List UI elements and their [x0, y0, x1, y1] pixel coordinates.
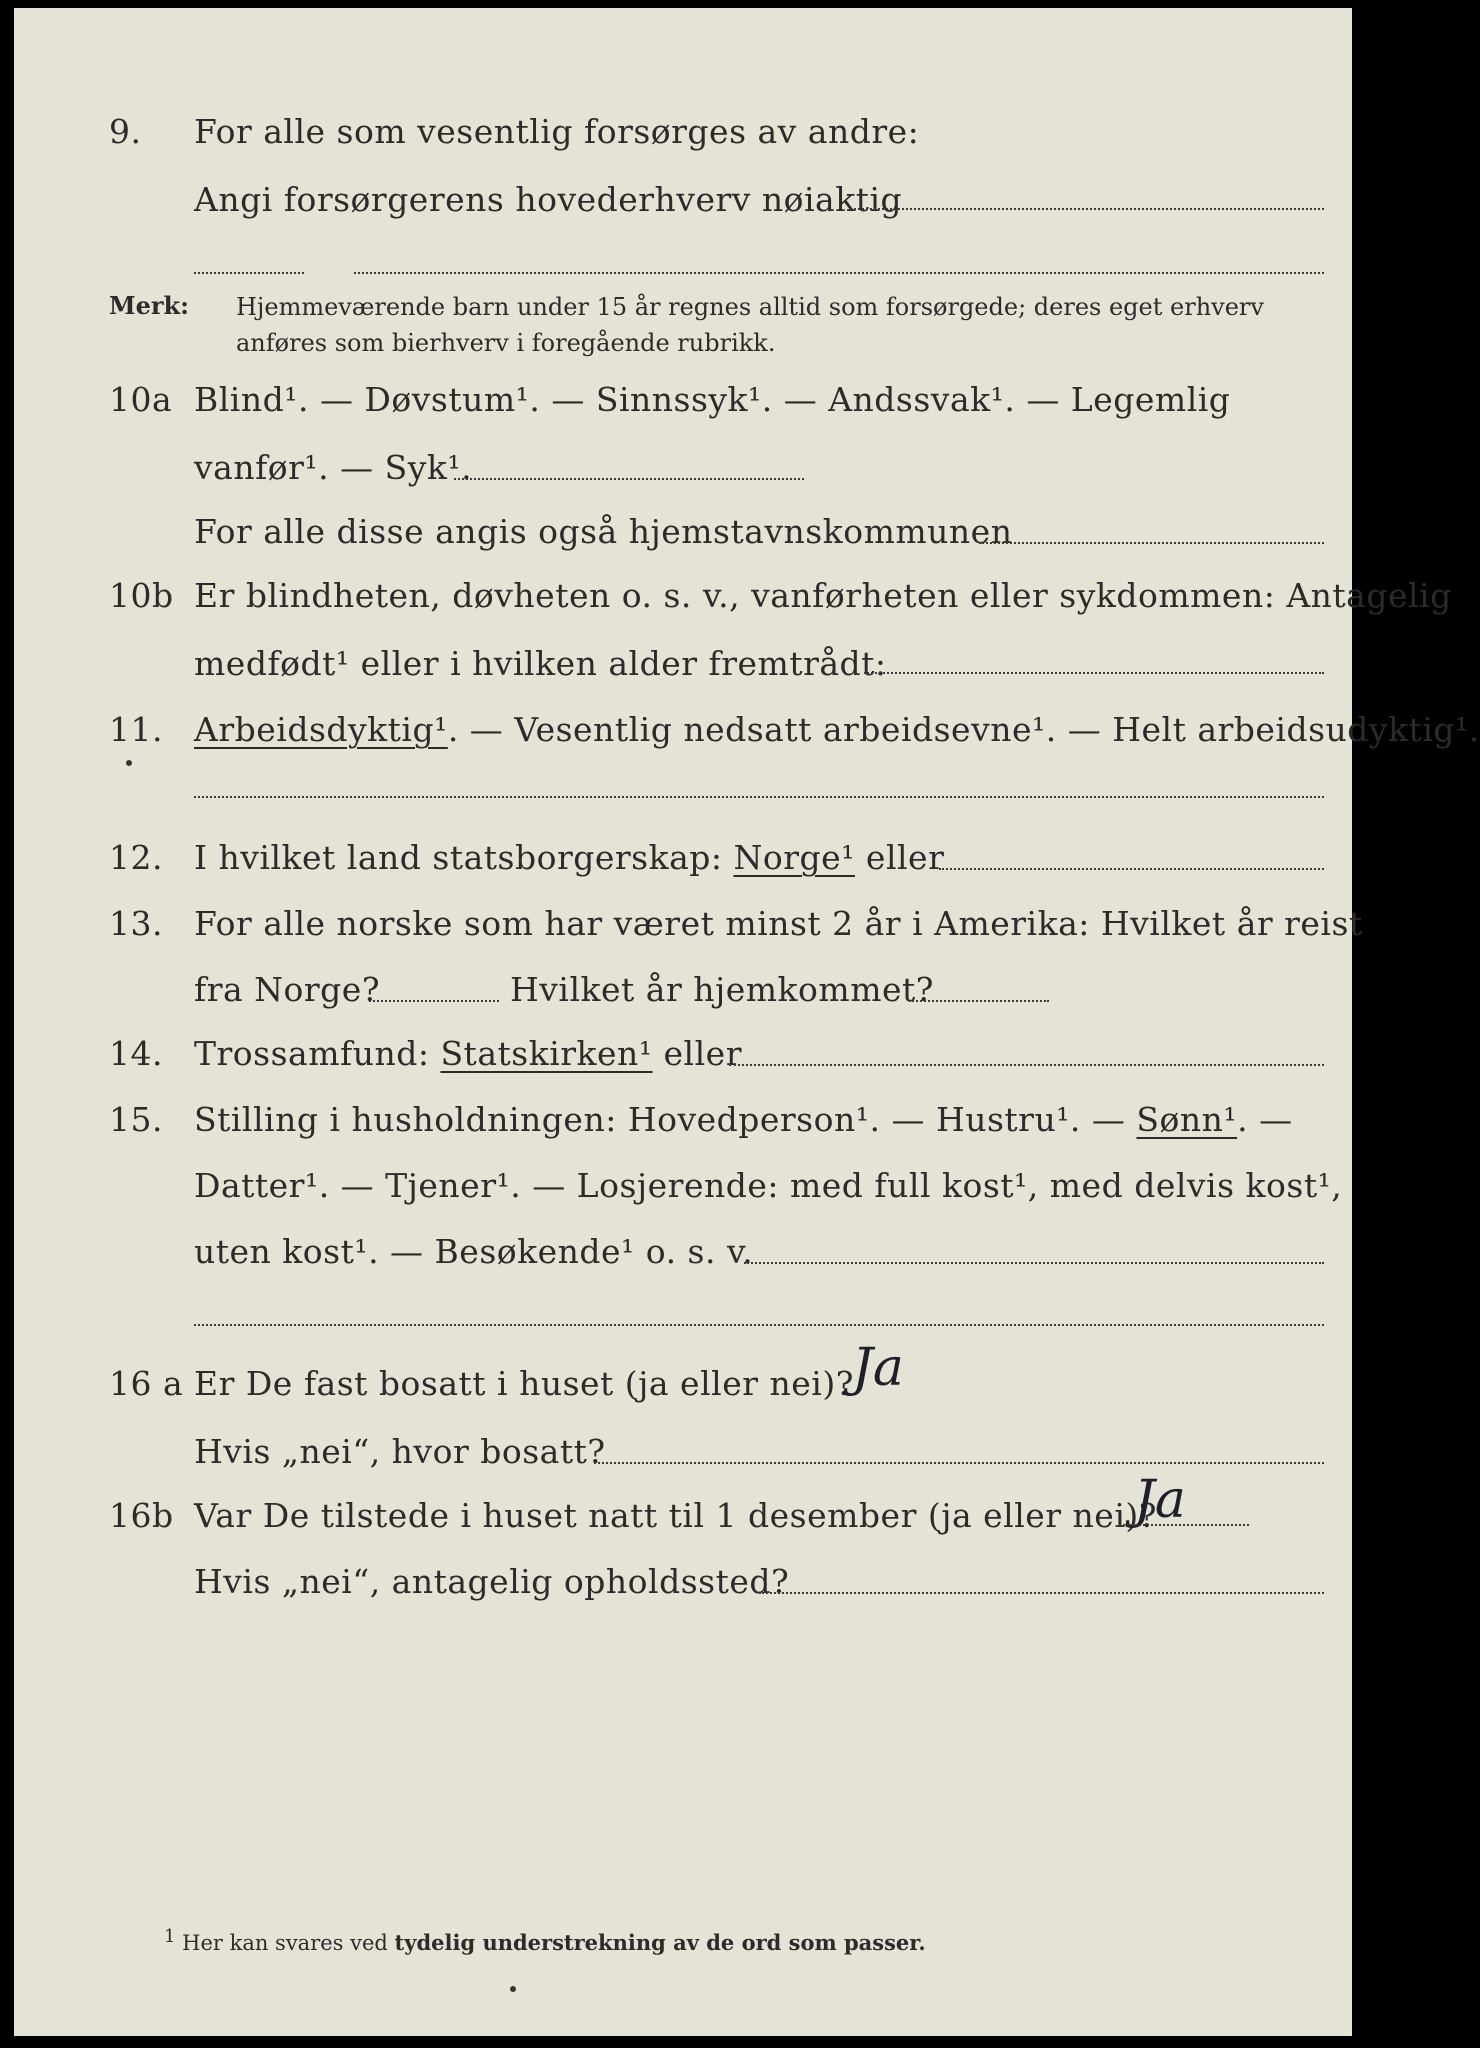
footnote-mark: 1	[164, 1926, 176, 1947]
question-text: Er De fast bosatt i huset (ja eller nei)?	[194, 1364, 854, 1403]
answer-line[interactable]	[979, 542, 1324, 544]
question-text: . — Vesentlig nedsatt arbeidsevne¹. — Helt arbeidsudyktig¹.	[447, 710, 1480, 749]
answer-line[interactable]	[864, 672, 1324, 674]
question-text: Blind¹. — Døvstum¹. — Sinnssyk¹. — Andssvak¹. — Legemlig	[194, 380, 1231, 419]
footnote	[164, 1926, 926, 1955]
question-text: Hvis „nei“, antagelig opholdssted?	[194, 1562, 790, 1601]
answer-line[interactable]	[194, 1324, 1324, 1326]
question-number: 15.	[109, 1100, 163, 1139]
answer-line[interactable]	[454, 478, 804, 480]
question-text: vanfør¹. — Syk¹.	[194, 448, 473, 487]
answer-line[interactable]	[369, 1000, 499, 1002]
handwritten-answer: Ja	[1134, 1470, 1186, 1530]
ink-speck	[510, 1986, 516, 1992]
question-text: Er blindheten, døvheten o. s. v., vanførheten eller sykdommen: Antagelig	[194, 576, 1452, 615]
question-text: Var De tilstede i huset natt til 1 desember (ja eller nei)?	[194, 1496, 1157, 1535]
note-text: Hjemmeværende barn under 15 år regnes alltid som forsørgede; deres eget erhverv	[236, 293, 1264, 321]
question-text: uten kost¹. — Besøkende¹ o. s. v.	[194, 1232, 754, 1271]
question-number: 11.	[109, 710, 163, 749]
question-text: Hvilket år hjemkommet?	[510, 970, 934, 1009]
question-text: I hvilket land statsborgerskap:	[194, 838, 723, 877]
footnote-emphasis: tydelig understrekning av de ord som passer.	[394, 1930, 926, 1955]
answer-line[interactable]	[939, 868, 1324, 870]
question-number: 10b	[109, 576, 174, 615]
answer-line[interactable]	[909, 1000, 1049, 1002]
question-text: Stilling i husholdningen: Hovedperson¹. — Hustru¹. —	[194, 1100, 1126, 1139]
question-text: For alle som vesentlig forsørges av andre:	[194, 112, 920, 151]
note-text: anføres som bierhverv i foregående rubrikk.	[236, 329, 776, 357]
question-number: 13.	[109, 904, 163, 943]
census-form-page	[14, 8, 1480, 2036]
question-text: Trossamfund:	[194, 1034, 430, 1073]
question-text: For alle norske som har været minst 2 år i Amerika: Hvilket år reist	[194, 904, 1363, 943]
question-text: eller	[865, 838, 945, 877]
underlined-answer: Arbeidsdyktig¹	[194, 710, 448, 749]
question-number: 12.	[109, 838, 163, 877]
question-text: Hvis „nei“, hvor bosatt?	[194, 1432, 606, 1471]
answer-line[interactable]	[354, 272, 1324, 274]
question-number: 9.	[109, 112, 142, 151]
note-label: Merk:	[109, 291, 189, 320]
question-number: 16b	[109, 1496, 174, 1535]
question-text: . —	[1237, 1100, 1293, 1139]
question-number: 16 a	[109, 1364, 184, 1403]
question-text: Datter¹. — Tjener¹. — Losjerende: med full kost¹, med delvis kost¹,	[194, 1166, 1343, 1205]
answer-line[interactable]	[759, 1592, 1324, 1594]
question-number: 14.	[109, 1034, 163, 1073]
answer-line[interactable]	[849, 208, 1324, 210]
answer-line[interactable]	[729, 1064, 1324, 1066]
ink-speck	[126, 760, 132, 766]
question-text: eller	[663, 1034, 742, 1073]
footnote-text: Her kan svares ved	[182, 1931, 388, 1955]
answer-line[interactable]	[744, 1262, 1324, 1264]
answer-line[interactable]	[1119, 1524, 1249, 1526]
handwritten-answer: Ja	[852, 1338, 904, 1398]
answer-line[interactable]	[194, 272, 304, 274]
question-text: Angi forsørgerens hovederhverv nøiaktig	[194, 180, 903, 219]
underlined-answer: Norge¹	[733, 838, 855, 877]
question-text: fra Norge?	[194, 970, 381, 1009]
question-number: 10a	[109, 380, 173, 419]
underlined-answer: Sønn¹	[1136, 1100, 1238, 1139]
question-text: medfødt¹ eller i hvilken alder fremtrådt:	[194, 644, 887, 683]
answer-line[interactable]	[194, 796, 1324, 798]
question-text: For alle disse angis også hjemstavnskommunen	[194, 512, 1013, 551]
answer-line[interactable]	[594, 1462, 1324, 1464]
underlined-answer: Statskirken¹	[440, 1034, 653, 1073]
